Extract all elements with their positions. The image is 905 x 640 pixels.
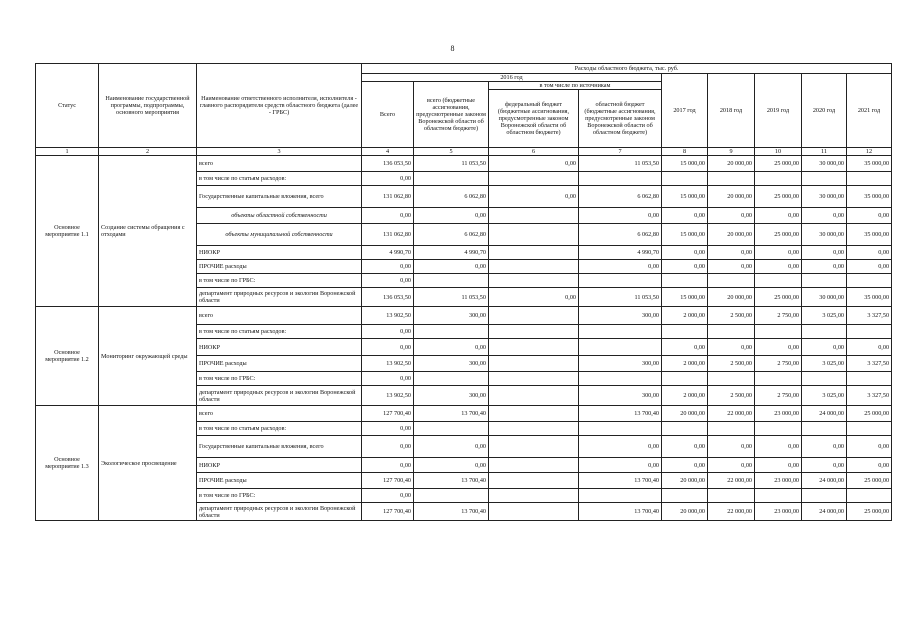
value-cell: 0,00 bbox=[362, 208, 414, 224]
value-cell: 0,00 bbox=[579, 436, 662, 458]
value-cell: 0,00 bbox=[847, 246, 892, 260]
value-cell bbox=[489, 246, 579, 260]
value-cell: 0,00 bbox=[579, 208, 662, 224]
value-cell: 6 062,80 bbox=[414, 186, 489, 208]
value-cell: 13 700,40 bbox=[414, 503, 489, 521]
value-cell bbox=[662, 172, 708, 186]
value-cell: 0,00 bbox=[662, 246, 708, 260]
value-cell bbox=[662, 274, 708, 288]
value-cell: 20 000,00 bbox=[708, 156, 755, 172]
value-cell: 0,00 bbox=[802, 208, 847, 224]
page-number: 8 bbox=[450, 44, 455, 53]
row-label: департамент природных ресурсов и экологии Воронежской области bbox=[197, 386, 362, 406]
value-cell bbox=[489, 325, 579, 339]
value-cell: 22 000,00 bbox=[708, 406, 755, 422]
row-label: НИОКР bbox=[197, 458, 362, 473]
value-cell: 0,00 bbox=[414, 436, 489, 458]
budget-table bbox=[35, 63, 892, 521]
value-cell: 300,00 bbox=[414, 307, 489, 325]
header-federal: федеральный бюджет (бюджетные ассигнования, предусмотренные законом Воронежской области об областном бюджете) bbox=[489, 90, 579, 148]
value-cell: 131 062,80 bbox=[362, 186, 414, 208]
value-cell: 13 700,40 bbox=[414, 406, 489, 422]
value-cell: 3 327,50 bbox=[847, 307, 892, 325]
value-cell: 20 000,00 bbox=[708, 288, 755, 307]
value-cell: 13 700,40 bbox=[579, 503, 662, 521]
value-cell bbox=[847, 325, 892, 339]
value-cell: 127 700,40 bbox=[362, 473, 414, 489]
value-cell: 0,00 bbox=[362, 339, 414, 356]
value-cell: 0,00 bbox=[662, 208, 708, 224]
header-2021: 2021 год bbox=[847, 74, 892, 148]
value-cell bbox=[708, 274, 755, 288]
header-incl-sources: в том числе по источникам bbox=[489, 82, 662, 90]
header-total: Всего bbox=[362, 82, 414, 148]
row-label: ПРОЧИЕ расходы bbox=[197, 473, 362, 489]
value-cell: 0,00 bbox=[708, 246, 755, 260]
column-index-row bbox=[36, 148, 892, 156]
header-2018: 2018 год bbox=[708, 74, 755, 148]
value-cell: 0,00 bbox=[414, 339, 489, 356]
value-cell: 127 700,40 bbox=[362, 503, 414, 521]
value-cell bbox=[489, 406, 579, 422]
value-cell bbox=[489, 489, 579, 503]
row-label: в том числе по ГРБС: bbox=[197, 372, 362, 386]
header-responsible: Наименование ответственного исполнителя, исполнителя - главного распорядителя средств областного бюджета (далее - ГРБС) bbox=[197, 64, 362, 148]
value-cell: 15 000,00 bbox=[662, 288, 708, 307]
value-cell: 4 990,70 bbox=[362, 246, 414, 260]
value-cell: 35 000,00 bbox=[847, 288, 892, 307]
value-cell: 30 000,00 bbox=[802, 224, 847, 246]
row-label: всего bbox=[197, 156, 362, 172]
value-cell: 0,00 bbox=[662, 260, 708, 274]
value-cell bbox=[489, 436, 579, 458]
value-cell bbox=[802, 172, 847, 186]
value-cell: 0,00 bbox=[802, 339, 847, 356]
value-cell bbox=[414, 372, 489, 386]
value-cell: 30 000,00 bbox=[802, 156, 847, 172]
value-cell: 0,00 bbox=[802, 458, 847, 473]
value-cell: 2 750,00 bbox=[755, 386, 802, 406]
value-cell bbox=[847, 372, 892, 386]
value-cell bbox=[489, 386, 579, 406]
value-cell: 0,00 bbox=[708, 458, 755, 473]
row-label: Государственные капитальные вложения, всего bbox=[197, 436, 362, 458]
value-cell: 3 327,50 bbox=[847, 356, 892, 372]
value-cell: 24 000,00 bbox=[802, 473, 847, 489]
value-cell: 24 000,00 bbox=[802, 503, 847, 521]
value-cell: 0,00 bbox=[847, 260, 892, 274]
value-cell: 0,00 bbox=[489, 288, 579, 307]
value-cell: 2 750,00 bbox=[755, 307, 802, 325]
measure-name: Мониторинг окружающей среды bbox=[99, 307, 197, 406]
value-cell: 300,00 bbox=[579, 356, 662, 372]
measure-name: Создание системы обращения с отходами bbox=[99, 156, 197, 307]
value-cell: 20 000,00 bbox=[662, 503, 708, 521]
value-cell: 0,00 bbox=[362, 172, 414, 186]
value-cell: 13 902,50 bbox=[362, 307, 414, 325]
value-cell: 30 000,00 bbox=[802, 288, 847, 307]
value-cell: 0,00 bbox=[362, 325, 414, 339]
measure-status: Основное мероприятие 1.2 bbox=[36, 307, 99, 406]
value-cell: 0,00 bbox=[362, 274, 414, 288]
value-cell: 0,00 bbox=[755, 436, 802, 458]
row-label: в том числе по статьям расходов: bbox=[197, 172, 362, 186]
column-index: 3 bbox=[197, 148, 362, 156]
value-cell: 0,00 bbox=[662, 436, 708, 458]
column-index: 4 bbox=[362, 148, 414, 156]
value-cell: 11 053,50 bbox=[414, 288, 489, 307]
value-cell: 25 000,00 bbox=[755, 156, 802, 172]
value-cell bbox=[489, 172, 579, 186]
value-cell: 4 990,70 bbox=[579, 246, 662, 260]
value-cell bbox=[755, 325, 802, 339]
column-index: 7 bbox=[579, 148, 662, 156]
value-cell: 13 700,40 bbox=[579, 473, 662, 489]
value-cell: 136 053,50 bbox=[362, 288, 414, 307]
value-cell: 3 327,50 bbox=[847, 386, 892, 406]
value-cell: 2 750,00 bbox=[755, 356, 802, 372]
value-cell bbox=[755, 372, 802, 386]
value-cell bbox=[708, 172, 755, 186]
value-cell bbox=[489, 307, 579, 325]
value-cell: 3 025,00 bbox=[802, 386, 847, 406]
value-cell bbox=[489, 458, 579, 473]
value-cell bbox=[662, 422, 708, 436]
value-cell: 20 000,00 bbox=[708, 186, 755, 208]
row-label: объекты муниципальной собственности bbox=[197, 224, 362, 246]
header-year-2016: 2016 год bbox=[362, 74, 662, 82]
value-cell bbox=[414, 172, 489, 186]
header-expenses: Расходы областного бюджета, тыс. руб. bbox=[362, 64, 892, 74]
value-cell: 0,00 bbox=[847, 458, 892, 473]
value-cell: 0,00 bbox=[362, 422, 414, 436]
column-index: 2 bbox=[99, 148, 197, 156]
value-cell: 25 000,00 bbox=[755, 186, 802, 208]
value-cell: 0,00 bbox=[847, 436, 892, 458]
row-label: НИОКР bbox=[197, 246, 362, 260]
row-label: в том числе по статьям расходов: bbox=[197, 325, 362, 339]
row-label: Государственные капитальные вложения, всего bbox=[197, 186, 362, 208]
value-cell: 300,00 bbox=[579, 307, 662, 325]
value-cell: 23 000,00 bbox=[755, 406, 802, 422]
row-label: всего bbox=[197, 406, 362, 422]
column-index: 6 bbox=[489, 148, 579, 156]
value-cell: 11 053,50 bbox=[579, 156, 662, 172]
header-all-budget: всего (бюджетные ассигнования, предусмотренные законом Воронежской области об областном бюджете) bbox=[414, 82, 489, 148]
value-cell: 0,00 bbox=[708, 436, 755, 458]
value-cell: 24 000,00 bbox=[802, 406, 847, 422]
value-cell: 0,00 bbox=[847, 339, 892, 356]
value-cell: 2 500,00 bbox=[708, 356, 755, 372]
value-cell bbox=[802, 372, 847, 386]
header-program-name: Наименование государственной программы, подпрограммы, основного мероприятия bbox=[99, 64, 197, 148]
row-label: департамент природных ресурсов и экологии Воронежской области bbox=[197, 288, 362, 307]
value-cell bbox=[802, 325, 847, 339]
value-cell: 0,00 bbox=[362, 436, 414, 458]
table-row bbox=[36, 406, 892, 422]
value-cell bbox=[579, 372, 662, 386]
row-label: департамент природных ресурсов и экологии Воронежской области bbox=[197, 503, 362, 521]
value-cell bbox=[802, 274, 847, 288]
value-cell: 23 000,00 bbox=[755, 473, 802, 489]
header-2020: 2020 год bbox=[802, 74, 847, 148]
value-cell bbox=[414, 489, 489, 503]
value-cell: 0,00 bbox=[802, 436, 847, 458]
value-cell bbox=[708, 489, 755, 503]
value-cell bbox=[489, 208, 579, 224]
value-cell bbox=[414, 274, 489, 288]
value-cell bbox=[579, 422, 662, 436]
value-cell: 6 062,80 bbox=[579, 186, 662, 208]
value-cell: 0,00 bbox=[362, 372, 414, 386]
value-cell: 136 053,50 bbox=[362, 156, 414, 172]
value-cell bbox=[414, 325, 489, 339]
value-cell bbox=[755, 489, 802, 503]
value-cell: 0,00 bbox=[755, 246, 802, 260]
value-cell: 300,00 bbox=[414, 356, 489, 372]
value-cell bbox=[708, 372, 755, 386]
value-cell: 15 000,00 bbox=[662, 156, 708, 172]
column-index: 8 bbox=[662, 148, 708, 156]
value-cell: 2 000,00 bbox=[662, 356, 708, 372]
value-cell: 6 062,80 bbox=[414, 224, 489, 246]
value-cell bbox=[847, 489, 892, 503]
value-cell: 11 053,50 bbox=[579, 288, 662, 307]
value-cell: 0,00 bbox=[708, 208, 755, 224]
value-cell bbox=[662, 325, 708, 339]
value-cell: 25 000,00 bbox=[755, 224, 802, 246]
value-cell bbox=[489, 503, 579, 521]
value-cell bbox=[489, 356, 579, 372]
row-label: всего bbox=[197, 307, 362, 325]
row-label: в том числе по ГРБС: bbox=[197, 274, 362, 288]
value-cell: 0,00 bbox=[489, 156, 579, 172]
value-cell: 131 062,80 bbox=[362, 224, 414, 246]
value-cell: 4 990,70 bbox=[414, 246, 489, 260]
value-cell: 0,00 bbox=[362, 458, 414, 473]
header-2019: 2019 год bbox=[755, 74, 802, 148]
row-label: ПРОЧИЕ расходы bbox=[197, 356, 362, 372]
column-index: 12 bbox=[847, 148, 892, 156]
value-cell: 35 000,00 bbox=[847, 156, 892, 172]
row-label: НИОКР bbox=[197, 339, 362, 356]
value-cell bbox=[662, 489, 708, 503]
value-cell bbox=[802, 422, 847, 436]
value-cell: 13 700,40 bbox=[414, 473, 489, 489]
value-cell bbox=[489, 422, 579, 436]
value-cell bbox=[708, 422, 755, 436]
value-cell bbox=[489, 372, 579, 386]
row-label: в том числе по статьям расходов: bbox=[197, 422, 362, 436]
value-cell: 20 000,00 bbox=[662, 406, 708, 422]
value-cell: 2 500,00 bbox=[708, 386, 755, 406]
value-cell: 0,00 bbox=[579, 458, 662, 473]
value-cell: 300,00 bbox=[414, 386, 489, 406]
value-cell: 2 500,00 bbox=[708, 307, 755, 325]
value-cell bbox=[579, 339, 662, 356]
value-cell bbox=[489, 260, 579, 274]
value-cell: 0,00 bbox=[755, 339, 802, 356]
row-label: в том числе по ГРБС: bbox=[197, 489, 362, 503]
value-cell: 127 700,40 bbox=[362, 406, 414, 422]
value-cell: 0,00 bbox=[802, 246, 847, 260]
value-cell: 13 902,50 bbox=[362, 356, 414, 372]
value-cell bbox=[708, 325, 755, 339]
value-cell: 0,00 bbox=[414, 260, 489, 274]
value-cell: 20 000,00 bbox=[708, 224, 755, 246]
value-cell: 13 902,50 bbox=[362, 386, 414, 406]
value-cell: 300,00 bbox=[579, 386, 662, 406]
column-index: 11 bbox=[802, 148, 847, 156]
value-cell: 0,00 bbox=[362, 260, 414, 274]
value-cell: 6 062,80 bbox=[579, 224, 662, 246]
value-cell bbox=[489, 274, 579, 288]
value-cell bbox=[414, 422, 489, 436]
value-cell: 0,00 bbox=[755, 260, 802, 274]
row-label: объекты областной собственности bbox=[197, 208, 362, 224]
value-cell bbox=[662, 372, 708, 386]
value-cell: 0,00 bbox=[362, 489, 414, 503]
value-cell bbox=[802, 489, 847, 503]
value-cell: 0,00 bbox=[414, 208, 489, 224]
value-cell: 20 000,00 bbox=[662, 473, 708, 489]
row-label: ПРОЧИЕ расходы bbox=[197, 260, 362, 274]
measure-status: Основное мероприятие 1.1 bbox=[36, 156, 99, 307]
value-cell: 15 000,00 bbox=[662, 186, 708, 208]
value-cell: 0,00 bbox=[755, 458, 802, 473]
value-cell bbox=[847, 274, 892, 288]
value-cell bbox=[755, 172, 802, 186]
value-cell: 30 000,00 bbox=[802, 186, 847, 208]
value-cell: 13 700,40 bbox=[579, 406, 662, 422]
column-index: 1 bbox=[36, 148, 99, 156]
value-cell: 25 000,00 bbox=[847, 473, 892, 489]
value-cell bbox=[755, 422, 802, 436]
value-cell bbox=[579, 489, 662, 503]
value-cell: 0,00 bbox=[708, 339, 755, 356]
table-row bbox=[36, 307, 892, 325]
value-cell: 15 000,00 bbox=[662, 224, 708, 246]
value-cell bbox=[847, 422, 892, 436]
value-cell: 3 025,00 bbox=[802, 307, 847, 325]
value-cell: 35 000,00 bbox=[847, 186, 892, 208]
value-cell bbox=[489, 224, 579, 246]
value-cell: 0,00 bbox=[847, 208, 892, 224]
header-2017: 2017 год bbox=[662, 74, 708, 148]
value-cell: 0,00 bbox=[755, 208, 802, 224]
value-cell bbox=[755, 274, 802, 288]
measure-name: Экологическое просвещение bbox=[99, 406, 197, 521]
value-cell: 2 000,00 bbox=[662, 386, 708, 406]
value-cell: 11 053,50 bbox=[414, 156, 489, 172]
value-cell: 0,00 bbox=[414, 458, 489, 473]
column-index: 5 bbox=[414, 148, 489, 156]
value-cell: 25 000,00 bbox=[847, 406, 892, 422]
table-row bbox=[36, 156, 892, 172]
measure-status: Основное мероприятие 1.3 bbox=[36, 406, 99, 521]
value-cell: 23 000,00 bbox=[755, 503, 802, 521]
value-cell: 22 000,00 bbox=[708, 473, 755, 489]
value-cell: 0,00 bbox=[802, 260, 847, 274]
value-cell bbox=[579, 325, 662, 339]
column-index: 9 bbox=[708, 148, 755, 156]
value-cell: 0,00 bbox=[489, 186, 579, 208]
value-cell: 3 025,00 bbox=[802, 356, 847, 372]
value-cell: 0,00 bbox=[708, 260, 755, 274]
value-cell: 22 000,00 bbox=[708, 503, 755, 521]
value-cell: 0,00 bbox=[662, 458, 708, 473]
value-cell bbox=[579, 274, 662, 288]
value-cell bbox=[489, 473, 579, 489]
value-cell bbox=[847, 172, 892, 186]
value-cell: 25 000,00 bbox=[755, 288, 802, 307]
value-cell: 35 000,00 bbox=[847, 224, 892, 246]
value-cell: 25 000,00 bbox=[847, 503, 892, 521]
header-status: Статус bbox=[36, 64, 99, 148]
value-cell: 0,00 bbox=[579, 260, 662, 274]
value-cell: 2 000,00 bbox=[662, 307, 708, 325]
header-regional: областной бюджет (бюджетные ассигнования, предусмотренные законом Воронежской области об областном бюджете) bbox=[579, 90, 662, 148]
value-cell bbox=[579, 172, 662, 186]
column-index: 10 bbox=[755, 148, 802, 156]
value-cell bbox=[489, 339, 579, 356]
value-cell: 0,00 bbox=[662, 339, 708, 356]
